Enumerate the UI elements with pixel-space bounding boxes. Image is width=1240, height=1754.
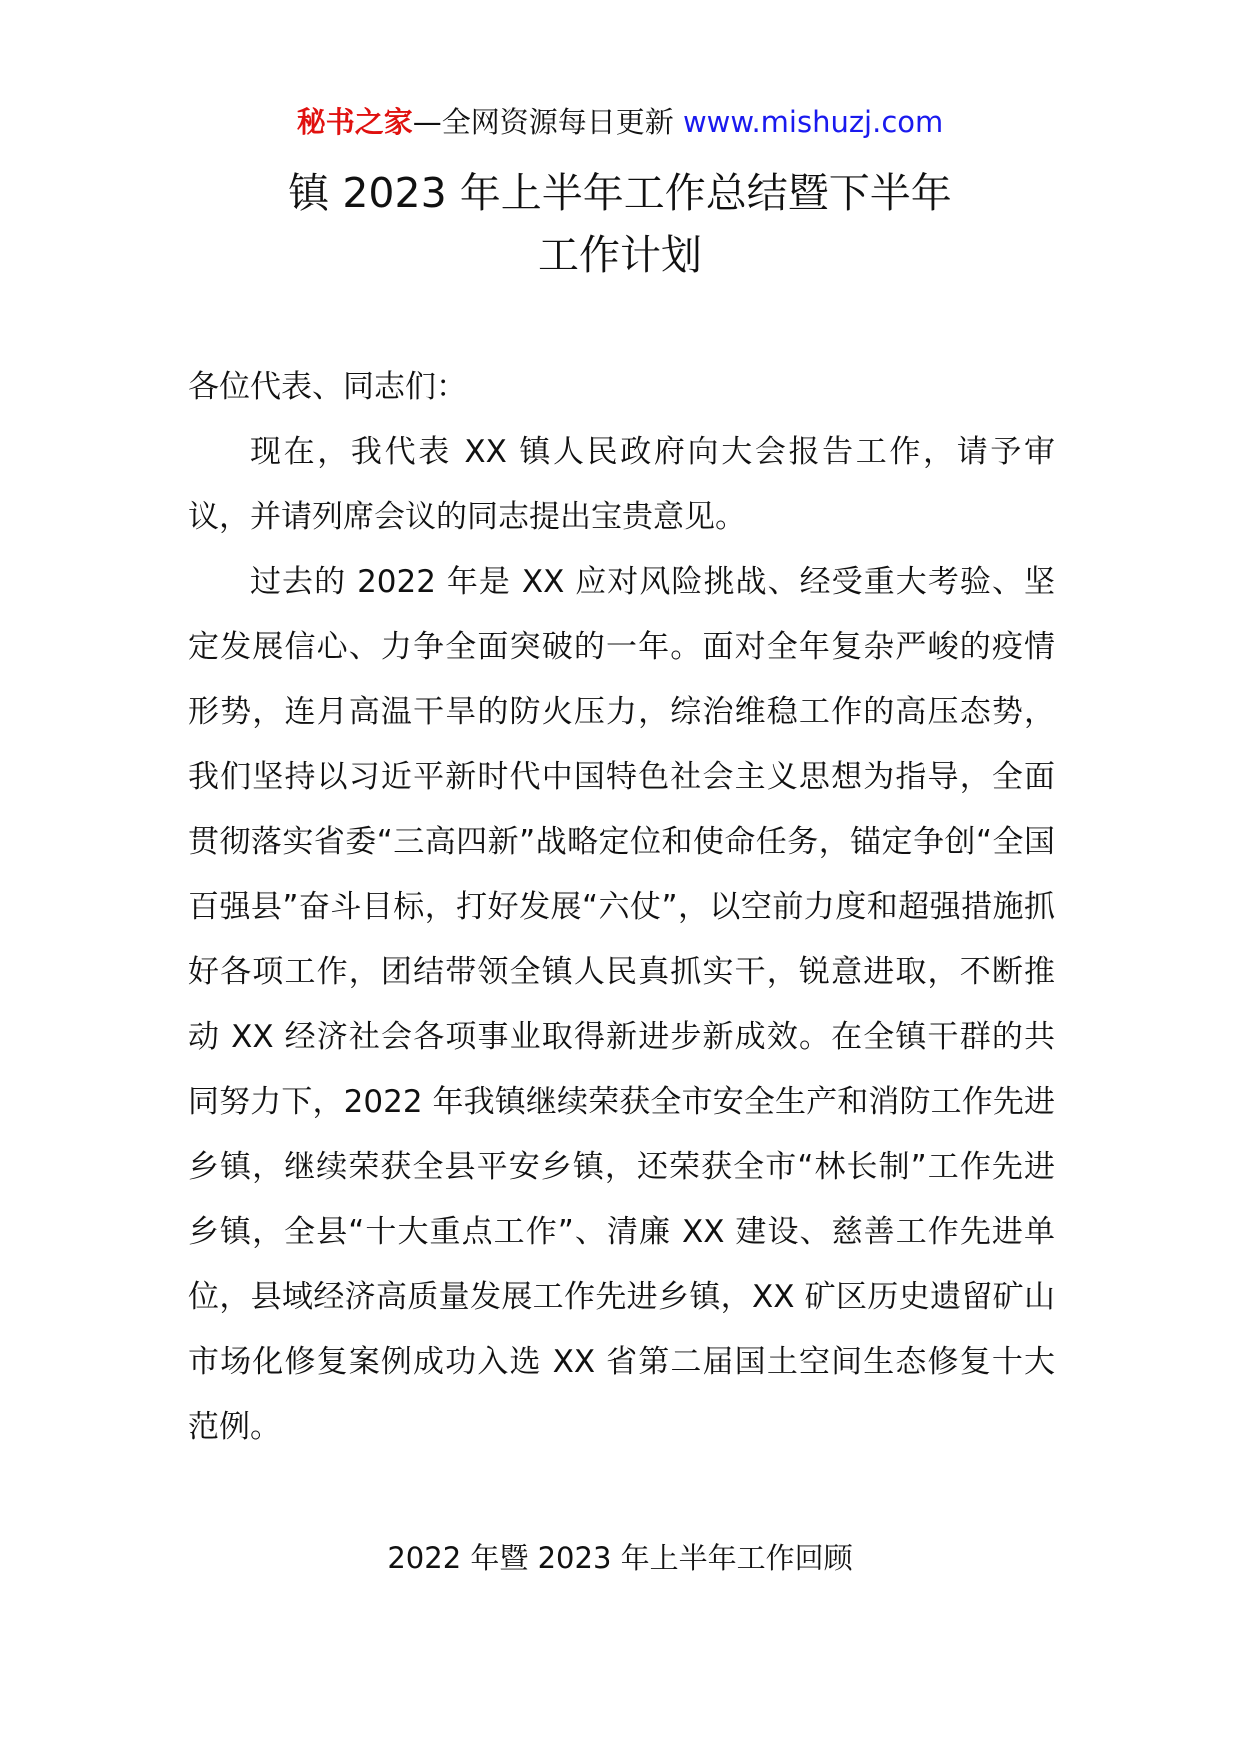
header-tagline: —全网资源每日更新 — [412, 105, 683, 139]
body-paragraph: 现在，我代表 XX 镇人民政府向大会报告工作，请予审议，并请列席会议的同志提出宝贵意见。 — [188, 434, 1055, 535]
salutation: 各位代表、同志们： — [188, 369, 467, 405]
title-line-2: 工作计划 — [538, 231, 702, 279]
section-heading: 2022 年暨 2023 年上半年工作回顾 — [387, 1541, 853, 1575]
body-paragraph: 过去的 2022 年是 XX 应对风险挑战、经受重大考验、坚定发展信心、力争全面突破的一年。面对全年复杂严峻的疫情形势，连月高温干旱的防火压力，综治维稳工作的高压态势，我们坚持以习近平新时代中国特色社会主义思想为指导，全面贯彻落实省委“三高四新”战略定位和使命任务，锚定争创“全国百强县”奋斗目标，打好发展“六仗”，以空前力度和超强措施抓好各项工作，团结带领全镇人民真抓实干，锐意进取，不断推动 XX 经济社会各项事业取得新进步新成效。在全镇干群的共同努力下，2022 年我镇继续荣获全市安全生产和消防工作先进乡镇，继续荣获全县平安乡镇，还荣获全市“林长制”工作先进乡镇，全县“十大重点工作”、清廉 XX 建设、慈善工作先进单位，县域经济高质量发展工作先进乡镇，XX 矿区历史遗留矿山市场化修复案例成功入选 XX 省第二届国土空间生态修复十大范例。 — [188, 564, 1055, 1445]
document-title — [0, 162, 1240, 286]
document-body — [188, 355, 1055, 1460]
site-url-link[interactable]: www.mishuzj.com — [682, 105, 944, 139]
site-header — [0, 102, 1240, 142]
title-line-1: 镇 2023 年上半年工作总结暨下半年 — [288, 169, 952, 217]
brand-name: 秘书之家 — [296, 105, 413, 139]
